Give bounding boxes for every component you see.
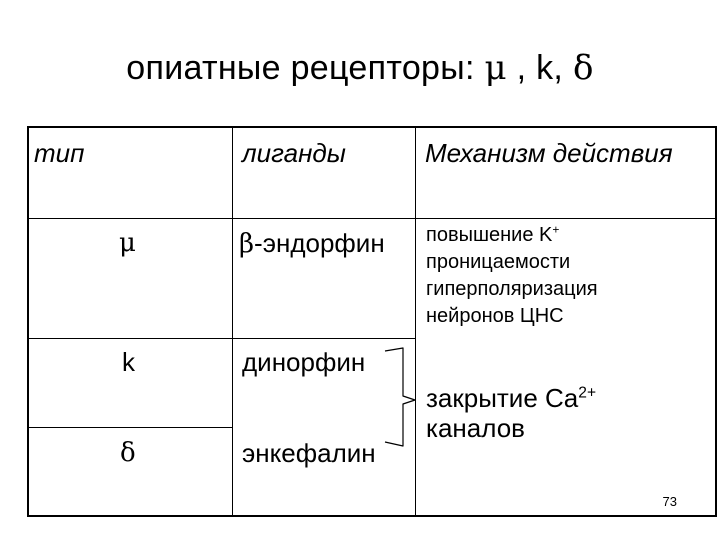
- header-type: тип: [34, 138, 85, 168]
- row-delta-ligand: энкефалин: [242, 438, 376, 468]
- ligand-name: -эндорфин: [254, 228, 385, 258]
- header-mechanism: Механизм действия: [425, 138, 673, 168]
- mechanism-line: повышение K+: [426, 222, 560, 246]
- title-prefix: опиатные рецепторы:: [126, 49, 475, 87]
- page-number: 73: [662, 494, 677, 509]
- row-delta-type: δ: [120, 438, 136, 468]
- mechanism-line: нейронов ЦНС: [426, 305, 564, 327]
- superscript: 2+: [578, 384, 597, 402]
- title-delta-symbol: δ: [572, 48, 594, 88]
- mechanism-line: каналов: [426, 413, 525, 443]
- mechanism-line: закрытие $Ca^{2+}$: [426, 383, 597, 413]
- mechanism-line: гиперполяризация: [426, 278, 598, 300]
- slide-title: [0, 48, 720, 88]
- header-ligands: лиганды: [242, 138, 346, 168]
- row-k-type: k: [122, 347, 135, 377]
- shared-mechanism: [426, 383, 596, 443]
- row-mu-type: μ: [119, 228, 136, 258]
- row-k-ligand: динорфин: [242, 347, 366, 377]
- title-mu-symbol: μ: [484, 48, 507, 88]
- grouping-brace: [29, 128, 715, 519]
- title-k: , k,: [516, 49, 564, 87]
- superscript: +: [552, 222, 560, 237]
- receptor-table: [27, 126, 717, 517]
- mechanism-line: проницаемости: [426, 251, 571, 273]
- beta-symbol: β: [239, 229, 255, 259]
